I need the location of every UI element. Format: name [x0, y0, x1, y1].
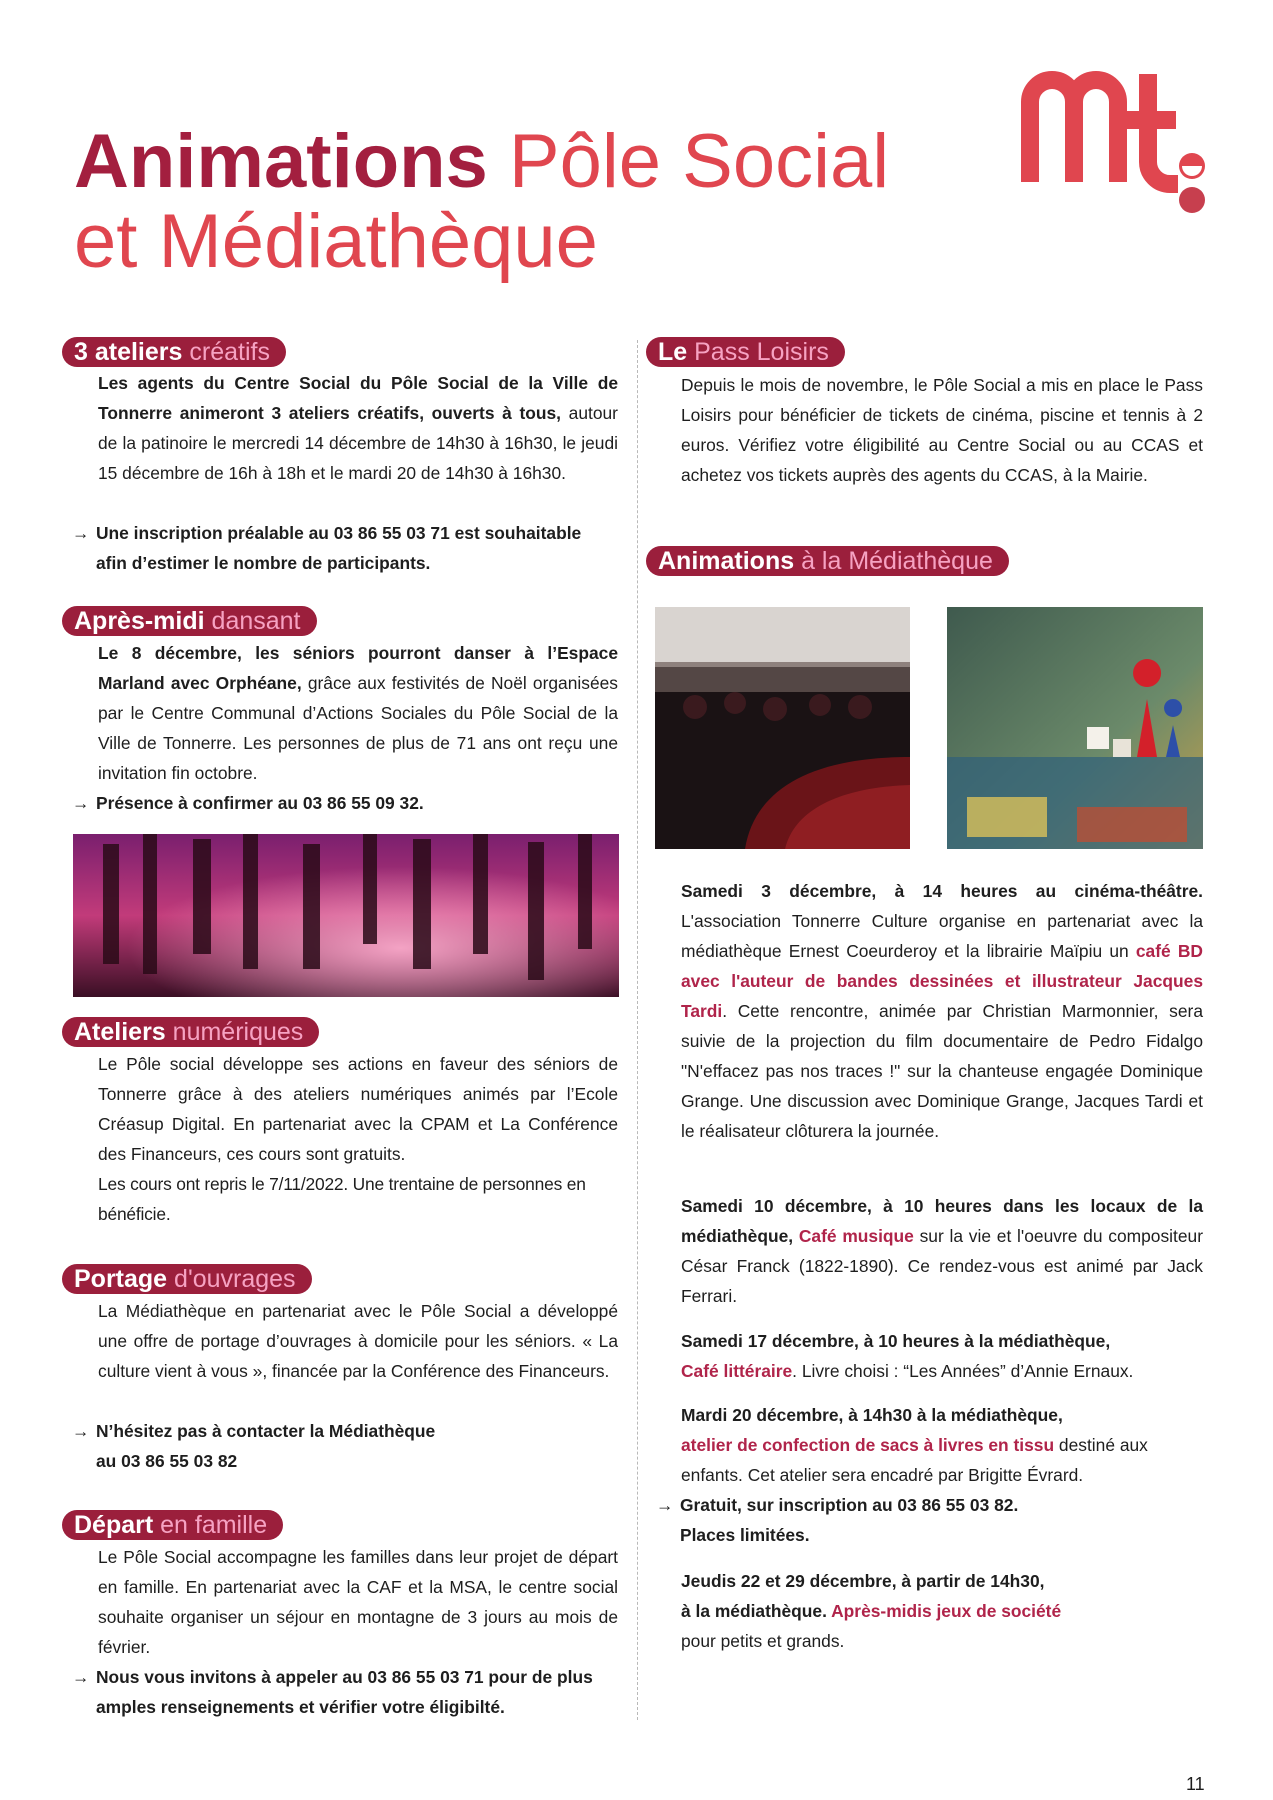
- board-game-photo: [947, 607, 1203, 849]
- cinema-photo: [655, 607, 910, 849]
- portage-note: → N’hésitez pas à contacter la Médiathèque au 03 86 55 03 82: [96, 1416, 616, 1476]
- pass-loisirs-text: Depuis le mois de novembre, le Pôle Social a mis en place le Pass Loisirs pour bénéficier de tickets de cinéma, piscine et tennis à 2 euros. Vérifiez votre éligibilité au Centre Social ou au CCAS et achetez vos tickets auprès des agents du CCAS, à la Mairie.: [681, 375, 1203, 485]
- heading-apres-midi-dansant: Après-midi dansant: [62, 606, 317, 636]
- column-divider: [637, 340, 638, 1720]
- depart-note: → Nous vous invitons à appeler au 03 86 55 03 71 pour de plus amples renseignements et vérifier votre éligibilté.: [96, 1662, 616, 1722]
- arrow-right-icon: →: [72, 1667, 90, 1687]
- arrow-right-icon: →: [72, 1421, 90, 1441]
- ateliers-numeriques-text-2: Les cours ont repris le 7/11/2022. Une trentaine de personnes en bénéficie.: [98, 1174, 586, 1224]
- depart-text: Le Pôle Social accompagne les familles dans leur projet de départ en famille. En partenariat avec la CAF et la MSA, le centre social souhaite organiser un séjour en montagne de 3 jours au mois de février.: [98, 1547, 618, 1657]
- dance-floor-photo: [73, 834, 619, 997]
- heading-depart-famille: Départ en famille: [62, 1510, 283, 1540]
- apres-midi-note: → Présence à confirmer au 03 86 55 09 32.: [96, 788, 616, 818]
- event-cafe-musique: Samedi 10 décembre, à 10 heures dans les locaux de la médiathèque, Café musique sur la vie et l'oeuvre du compositeur César Franck (1822-1890). Ce rendez-vous est animé par Jack Ferrari.: [681, 1196, 1203, 1306]
- event-jeux-societe: Jeudis 22 et 29 décembre, à partir de 14h30, à la médiathèque. Après-midis jeux de société pour petits et grands.: [681, 1571, 1062, 1651]
- apres-midi-text: Le 8 décembre, les séniors pourront danser à l’Espace Marland avec Orphéane, grâce aux festivités de Noël organisées par le Centre Communal d’Actions Sociales du Pôle Social de la Ville de Tonnerre. Les personnes de plus de 71 ans ont reçu une invitation fin octobre.: [98, 643, 618, 783]
- event-atelier-sacs: Mardi 20 décembre, à 14h30 à la médiathèque, atelier de confection de sacs à livres en tissu destiné aux enfants. Cet atelier sera encadré par Brigitte Évrard.: [681, 1405, 1148, 1485]
- title-rest: Pôle Social: [487, 119, 890, 204]
- heading-ateliers-creatifs: 3 ateliers créatifs: [62, 337, 286, 367]
- heading-portage-ouvrages: Portage d'ouvrages: [62, 1264, 312, 1294]
- ateliers-creatifs-text: Les agents du Centre Social du Pôle Social de la Ville de Tonnerre animeront 3 ateliers créatifs, ouverts à tous, autour de la patinoire le mercredi 14 décembre de 14h30 à 16h30, le jeudi 15 décembre de 16h à 18h et le mardi 20 de 14h30 à 16h30.: [98, 373, 618, 483]
- portage-text: La Médiathèque en partenariat avec le Pôle Social a développé une offre de portage d’ouvrages à domicile pour les séniors. « La culture vient à vous », financée par la Conférence des Financeurs.: [98, 1301, 618, 1381]
- heading-animations-mediatheque: Animations à la Médiathèque: [646, 546, 1009, 576]
- event-cafe-litteraire: Samedi 17 décembre, à 10 heures à la médiathèque, Café littéraire. Livre choisi : “Les Années” d’Annie Ernaux.: [681, 1331, 1134, 1381]
- arrow-right-icon: →: [72, 793, 90, 813]
- event-cafe-bd: Samedi 3 décembre, à 14 heures au cinéma-théâtre. L'association Tonnerre Culture organise en partenariat avec la médiathèque Ernest Coeurderoy et la librairie Maïpiu un café BD avec l'auteur de bandes dessinées et illustrateur Jacques Tardi. Cette rencontre, animée par Christian Marmonnier, sera suivie de la projection du film documentaire de Pedro Fidalgo "N'effacez pas nos traces !" sur la chanteuse engagée Dominique Grange. Une discussion avec Dominique Grange, Jacques Tardi et le réalisateur clôturera la journée.: [681, 881, 1203, 1141]
- heading-ateliers-numeriques: Ateliers numériques: [62, 1017, 319, 1047]
- title-line2: et Médiathèque: [74, 199, 598, 284]
- mt-logo-icon: [1020, 62, 1210, 222]
- arrow-right-icon: →: [72, 523, 90, 543]
- arrow-right-icon: →: [656, 1495, 674, 1515]
- event-atelier-sacs-note: → Gratuit, sur inscription au 03 86 55 03 82. Places limitées.: [680, 1490, 1200, 1550]
- title-strong: Animations: [74, 119, 488, 204]
- page-number: 11: [1186, 1774, 1205, 1794]
- page-title: [74, 119, 890, 284]
- ateliers-numeriques-text: Le Pôle social développe ses actions en faveur des séniors de Tonnerre grâce à des ateliers numériques animés par l’Ecole Créasup Digital. En partenariat avec la CPAM et La Conférence des Financeurs, ces cours sont gratuits.: [98, 1054, 618, 1164]
- heading-pass-loisirs: Le Pass Loisirs: [646, 337, 845, 367]
- ateliers-creatifs-note: → Une inscription préalable au 03 86 55 03 71 est souhaitable afin d’estimer le nombre de participants.: [96, 518, 616, 578]
